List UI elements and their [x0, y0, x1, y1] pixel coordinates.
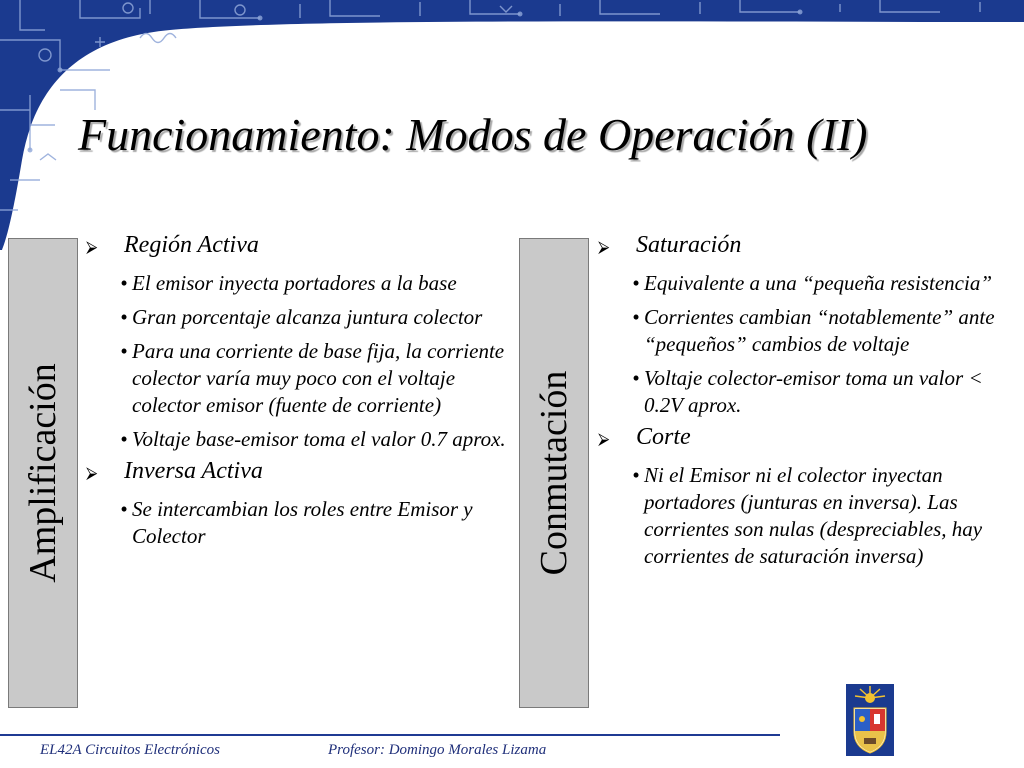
- bullet-list: [86, 270, 506, 453]
- amplification-label: Amplificación: [22, 363, 64, 583]
- amplification-label-box: [8, 238, 78, 708]
- bullet-dot-icon: •: [632, 463, 640, 487]
- bullet-text: Equivalente a una “pequeña resistencia”: [644, 271, 992, 295]
- bullet-dot-icon: •: [120, 497, 128, 521]
- section-heading: [86, 230, 506, 263]
- list-item: [598, 365, 1008, 419]
- section-heading: [598, 422, 1008, 455]
- footer-course: EL42A Circuitos Electrónicos: [40, 742, 220, 758]
- list-item: [86, 304, 506, 331]
- university-crest-icon: [846, 684, 894, 756]
- bullet-text: Gran porcentaje alcanza juntura colector: [132, 305, 483, 329]
- bullet-dot-icon: •: [632, 271, 640, 295]
- bullet-text: El emisor inyecta portadores a la base: [132, 271, 457, 295]
- section-cutoff: [598, 422, 1008, 570]
- bullet-text: Se intercambian los roles entre Emisor y Colector: [132, 497, 473, 548]
- bullet-text: Ni el Emisor ni el colector inyectan portadores (junturas en inversa). Las corrientes son nulas (despreciables, hay corrientes de saturación inversa): [644, 463, 983, 568]
- list-item: [86, 426, 506, 453]
- amplification-content: [86, 227, 506, 550]
- arrow-bullet-icon: ⮚: [86, 239, 98, 256]
- bullet-text: Corrientes cambian “notablemente” ante “pequeños” cambios de voltaje: [644, 305, 995, 356]
- section-inverse-active: [86, 456, 506, 550]
- section-active-region: [86, 230, 506, 453]
- section-heading: [86, 456, 506, 489]
- bullet-dot-icon: •: [120, 339, 128, 363]
- bullet-list: [86, 496, 506, 550]
- bullet-dot-icon: •: [120, 305, 128, 329]
- footer-professor: Profesor: Domingo Morales Lizama: [328, 742, 547, 758]
- section-heading: [598, 230, 1008, 263]
- heading-text: Región Activa: [124, 232, 259, 258]
- heading-text: Corte: [636, 424, 691, 450]
- list-item: [86, 496, 506, 550]
- bullet-dot-icon: •: [120, 427, 128, 451]
- heading-text: Inversa Activa: [124, 458, 263, 484]
- bullet-list: [598, 462, 1008, 570]
- switching-content: [598, 227, 1008, 570]
- bullet-list: [598, 270, 1008, 419]
- list-item: [86, 270, 506, 297]
- bullet-dot-icon: •: [632, 366, 640, 390]
- bullet-text: Para una corriente de base fija, la corriente colector varía muy poco con el voltaje colector emisor (fuente de corriente): [132, 339, 505, 417]
- list-item: [598, 270, 1008, 297]
- arrow-bullet-icon: ⮚: [86, 465, 98, 482]
- bullet-dot-icon: •: [632, 305, 640, 329]
- heading-text: Saturación: [636, 232, 742, 258]
- list-item: [598, 304, 1008, 358]
- arrow-bullet-icon: ⮚: [598, 431, 610, 448]
- slide-title: Funcionamiento: Modos de Operación (II): [78, 109, 868, 160]
- switching-label-box: [519, 238, 589, 708]
- switching-label: Conmutación: [533, 370, 575, 576]
- bullet-text: Voltaje base-emisor toma el valor 0.7 aprox.: [132, 427, 506, 451]
- section-saturation: [598, 230, 1008, 419]
- list-item: [86, 338, 506, 419]
- list-item: [598, 462, 1008, 570]
- footer-divider: [0, 734, 780, 736]
- bullet-dot-icon: •: [120, 271, 128, 295]
- arrow-bullet-icon: ⮚: [598, 239, 610, 256]
- bullet-text: Voltaje colector-emisor toma un valor < 0.2V aprox.: [644, 366, 983, 417]
